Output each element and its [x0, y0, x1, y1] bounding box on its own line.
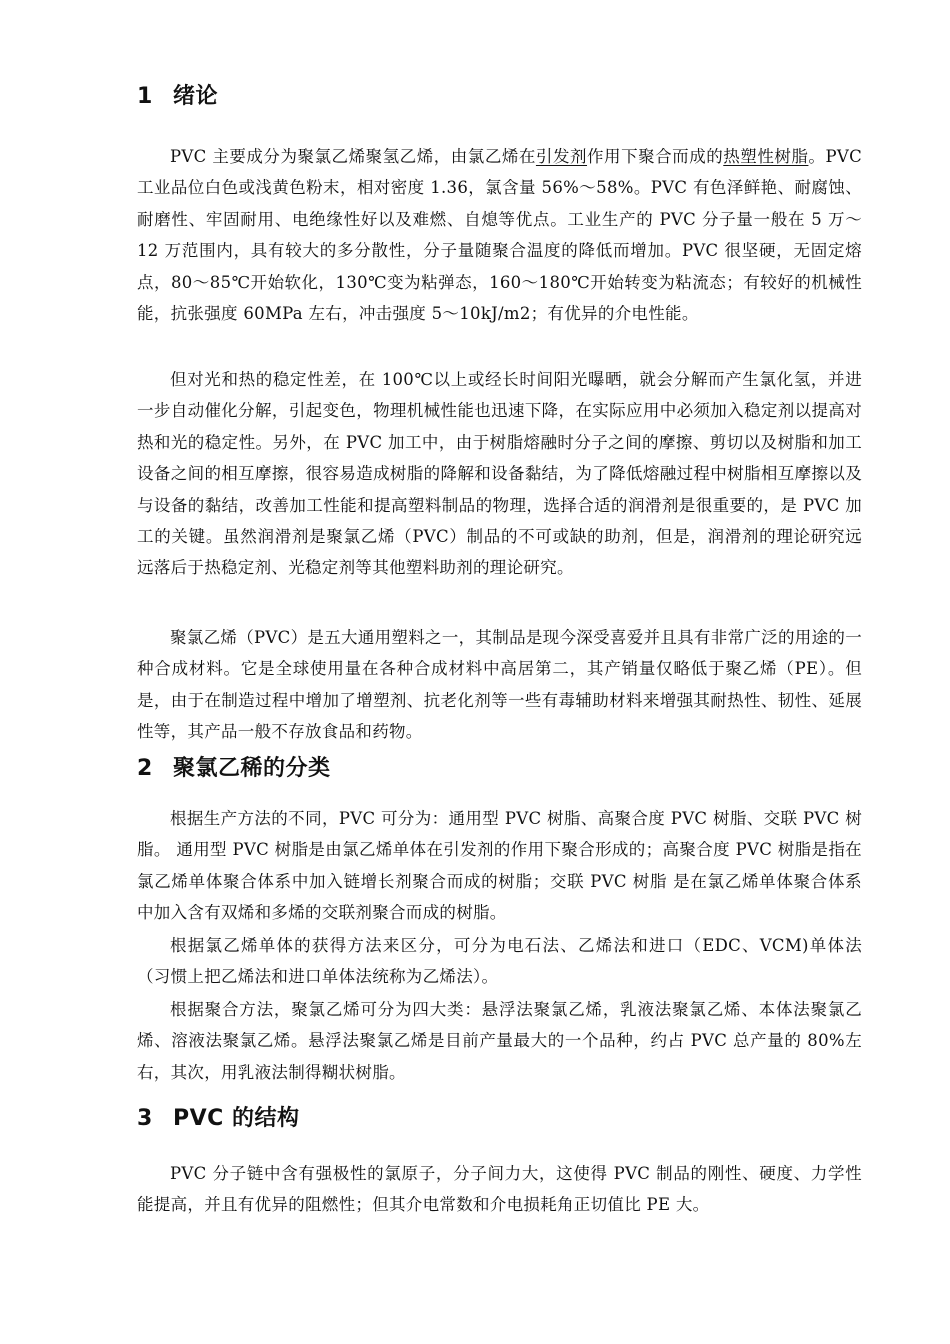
paragraph-text: PVC 主要成分为聚氯乙烯聚氢乙烯，由氯乙烯在	[170, 147, 536, 166]
section-title: 绪论	[173, 84, 219, 109]
paragraph: 根据氯乙烯单体的获得方法来区分，可分为电石法、乙烯法和进口（EDC、VCM)单体法（习惯上把乙烯法和进口单体法统称为乙烯法）。	[137, 936, 862, 987]
paragraph: 根据生产方法的不同，PVC 可分为：通用型 PVC 树脂、高聚合度 PVC 树脂、交联 PVC 树脂。 通用型 PVC 树脂是由氯乙烯单体在引发剂的作用下聚合形成的；高聚合度 PVC 树脂是指在氯乙烯单体聚合体系中加入链增长剂聚合而成的树脂；交联 PVC 树脂 是在氯乙烯单体聚合体系中加入含有双烯和多烯的交联剂聚合而成的树脂。	[137, 809, 862, 923]
paragraph: 但对光和热的稳定性差，在 100℃以上或经长时间阳光曝晒，就会分解而产生氯化氢，并进一步自动催化分解，引起变色，物理机械性能也迅速下降，在实际应用中必须加入稳定剂以提高对热和光的稳定性。另外，在 PVC 加工中，由于树脂熔融时分子之间的摩擦、剪切以及树脂和加工设备之间的相互摩擦，很容易造成树脂的降解和设备黏结，为了降低熔融过程中树脂相互摩擦以及与设备的黏结，改善加工性能和提高塑料制品的物理，选择合适的润滑剂是很重要的，是 PVC 加工的关键。虽然润滑剂是聚氯乙烯（PVC）制品的不可或缺的助剂，但是，润滑剂的理论研究远远落后于热稳定剂、光稳定剂等其他塑料助剂的理论研究。	[137, 370, 862, 578]
paragraph-text: 作用下聚合而成的	[587, 147, 724, 166]
paragraph	[137, 141, 862, 329]
section-title: 聚氯乙稀的分类	[173, 756, 331, 781]
section-number: 3	[137, 1106, 153, 1131]
paragraph: 聚氯乙烯（PVC）是五大通用塑料之一，其制品是现今深受喜爱并且具有非常广泛的用途的一种合成材料。它是全球使用量在各种合成材料中高居第二，其产销量仅略低于聚乙烯（PE）。但是，由于在制造过程中增加了增塑剂、抗老化剂等一些有毒辅助材料来增强其耐热性、韧性、延展性等，其产品一般不存放食品和药物。	[137, 628, 862, 742]
section-3-heading	[137, 1104, 299, 1134]
section-title: PVC 的结构	[173, 1106, 300, 1131]
section-2-heading	[137, 754, 331, 784]
paragraph-text: 。PVC 工业品位白色或浅黄色粉末，相对密度 1.36，氯含量 56%～58%。PVC 有色泽鲜艳、耐腐蚀、耐磨性、牢固耐用、电绝缘性好以及难燃、自熄等优点。工业生产的 PVC 分子量一般在 5 万～12 万范围内，具有较大的多分散性，分子量随聚合温度的降低而增加。PVC 很坚硬，无固定熔点，80～85℃开始软化，130℃变为粘弹态，160～180℃开始转变为粘流态；有较好的机械性能，抗张强度 60MPa 左右，冲击强度 5～10kJ/m2；有优异的介电性能。	[137, 147, 862, 324]
paragraph: 根据聚合方法，聚氯乙烯可分为四大类：悬浮法聚氯乙烯，乳液法聚氯乙烯、本体法聚氯乙烯、溶液法聚氯乙烯。悬浮法聚氯乙烯是目前产量最大的一个品种，约占 PVC 总产量的 80%左右，其次，用乳液法制得糊状树脂。	[137, 1000, 862, 1082]
section-1-heading	[137, 82, 218, 112]
paragraph: PVC 分子链中含有强极性的氯原子，分子间力大，这使得 PVC 制品的刚性、硬度、力学性能提高，并且有优异的阻燃性；但其介电常数和介电损耗角正切值比 PE 大。	[137, 1164, 862, 1215]
section-number: 1	[137, 84, 153, 109]
section-number: 2	[137, 756, 153, 781]
link-initiator[interactable]: 引发剂	[535, 147, 588, 166]
link-thermoplastic-resin[interactable]: 热塑性树脂	[723, 147, 809, 166]
